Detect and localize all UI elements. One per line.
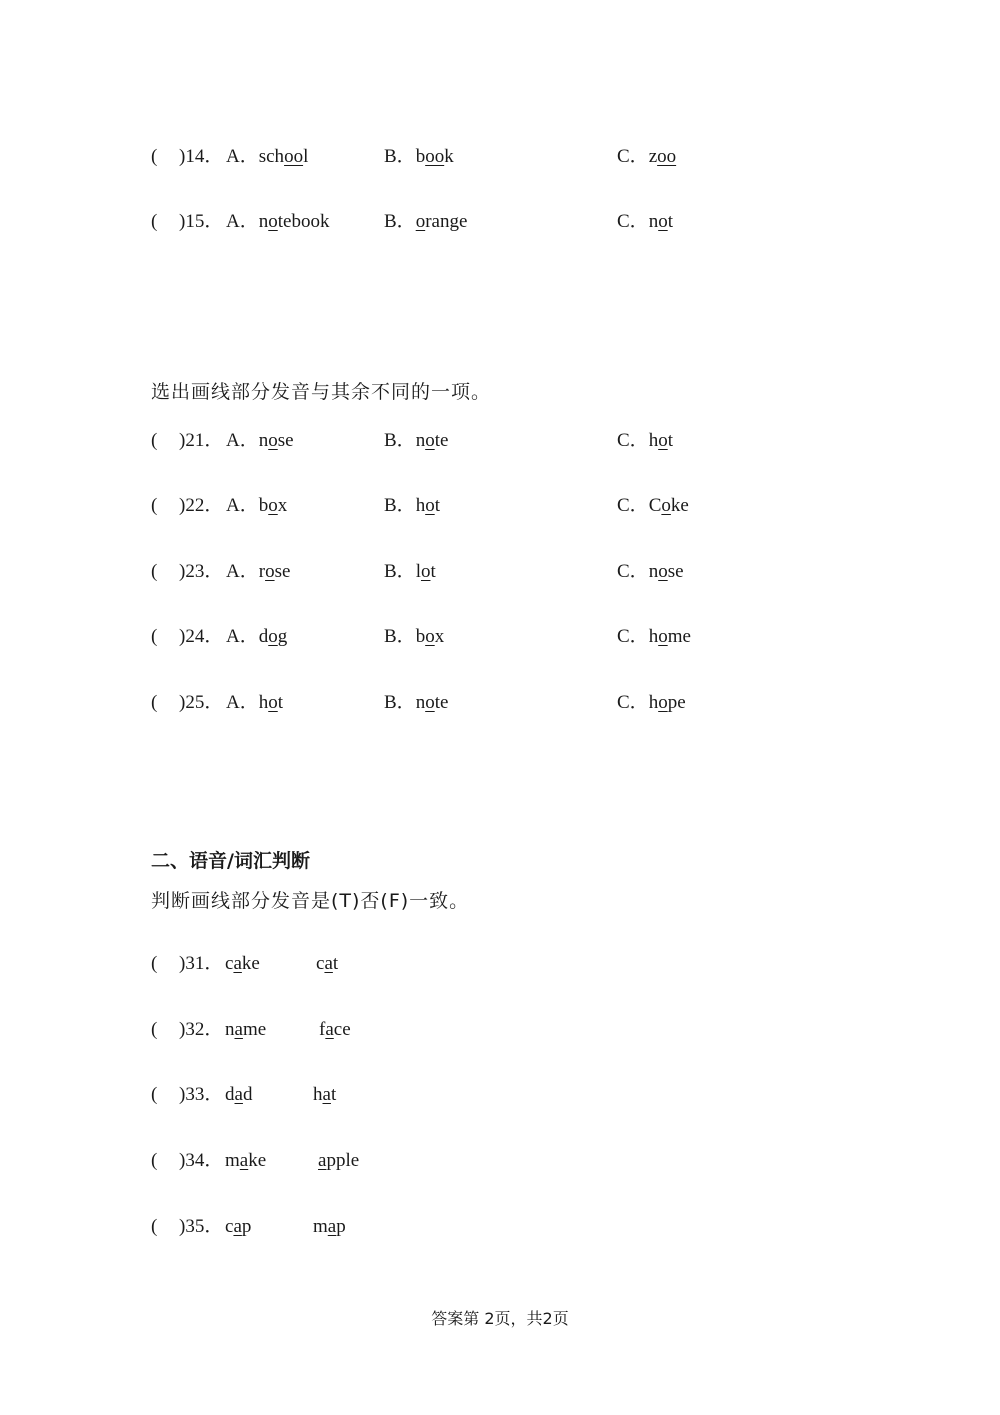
option-b: B．hot xyxy=(384,495,440,516)
option-c: C．Coke xyxy=(617,495,689,516)
section2-instruction: 判断画线部分发音是(T)否(F)一致。 xyxy=(151,890,470,912)
answer-blank[interactable]: ( xyxy=(151,495,158,516)
option-a: A．notebook xyxy=(226,211,330,232)
option-a: A．hot xyxy=(226,692,284,713)
question-number: )15． xyxy=(179,211,224,232)
word-2: cat xyxy=(316,953,339,974)
question-number: )33． xyxy=(179,1084,224,1105)
option-b: B．lot xyxy=(384,561,436,582)
page-footer: 答案第 2页，共2页 xyxy=(431,1309,569,1328)
option-b: B．book xyxy=(384,146,454,167)
word-2: map xyxy=(313,1216,346,1237)
answer-blank[interactable]: ( xyxy=(151,146,158,167)
question-number: )21． xyxy=(179,430,224,451)
question-number: )22． xyxy=(179,495,224,516)
word-1: dad xyxy=(225,1084,253,1105)
answer-blank[interactable]: ( xyxy=(151,1216,158,1237)
word-1: cap xyxy=(225,1216,252,1237)
option-c: C．not xyxy=(617,211,673,232)
question-number: )31． xyxy=(179,953,224,974)
word-2: apple xyxy=(318,1150,360,1171)
option-c: C．home xyxy=(617,626,691,647)
option-a: A．nose xyxy=(226,430,294,451)
word-1: cake xyxy=(225,953,260,974)
option-a: A．box xyxy=(226,495,288,516)
part2-instruction: 选出画线部分发音与其余不同的一项。 xyxy=(151,381,492,403)
answer-blank[interactable]: ( xyxy=(151,211,158,232)
answer-blank[interactable]: ( xyxy=(151,626,158,647)
question-number: )25． xyxy=(179,692,224,713)
answer-blank[interactable]: ( xyxy=(151,1019,158,1040)
answer-blank[interactable]: ( xyxy=(151,953,158,974)
word-2: face xyxy=(319,1019,351,1040)
question-number: )24． xyxy=(179,626,224,647)
question-number: )23． xyxy=(179,561,224,582)
option-b: B．orange xyxy=(384,211,468,232)
answer-blank[interactable]: ( xyxy=(151,561,158,582)
option-a: A．rose xyxy=(226,561,291,582)
answer-blank[interactable]: ( xyxy=(151,430,158,451)
answer-blank[interactable]: ( xyxy=(151,692,158,713)
answer-blank[interactable]: ( xyxy=(151,1150,158,1171)
question-number: )32． xyxy=(179,1019,224,1040)
option-a: A．dog xyxy=(226,626,288,647)
answer-blank[interactable]: ( xyxy=(151,1084,158,1105)
option-c: C．zoo xyxy=(617,146,677,167)
option-b: B．box xyxy=(384,626,445,647)
question-number: )34． xyxy=(179,1150,224,1171)
section-title: 二、语音/词汇判断 xyxy=(151,850,310,872)
word-1: make xyxy=(225,1150,267,1171)
option-c: C．hope xyxy=(617,692,686,713)
option-b: B．note xyxy=(384,430,449,451)
option-a: A．school xyxy=(226,146,309,167)
question-number: )35． xyxy=(179,1216,224,1237)
option-b: B．note xyxy=(384,692,449,713)
word-2: hat xyxy=(313,1084,337,1105)
question-number: )14． xyxy=(179,146,224,167)
option-c: C．nose xyxy=(617,561,684,582)
option-c: C．hot xyxy=(617,430,673,451)
word-1: name xyxy=(225,1019,267,1040)
